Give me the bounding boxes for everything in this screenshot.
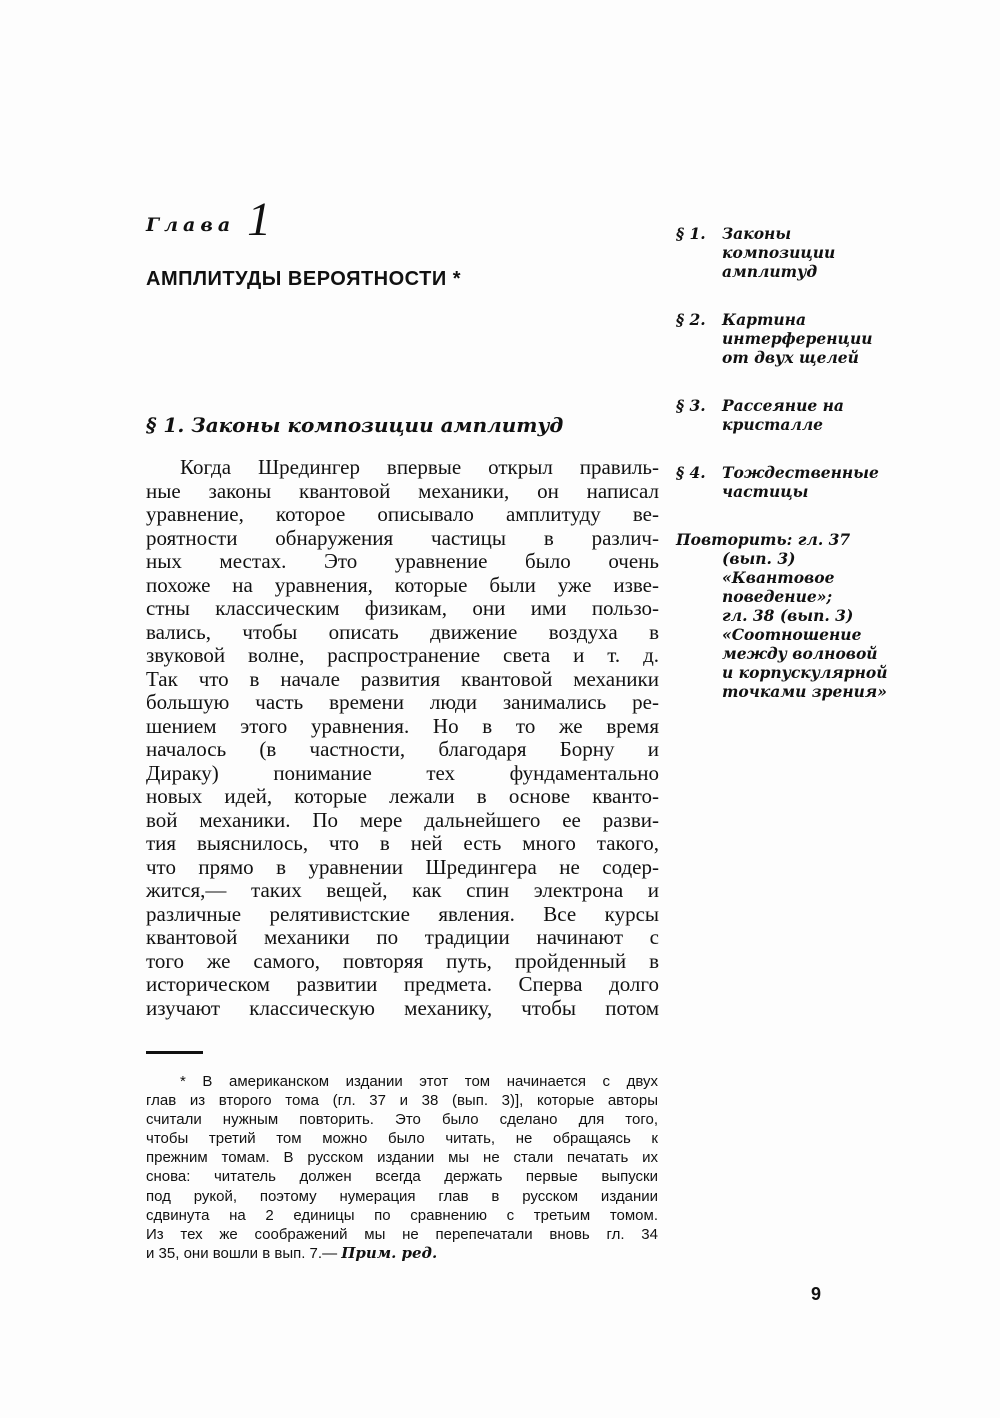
body-line: вой механики. По мере дальнейшего ее разви- — [146, 807, 659, 832]
footnote-rule — [146, 1051, 203, 1054]
see-also-line: гл. 38 (вып. 3) — [722, 606, 854, 625]
body-line: различные релятивистские явления. Все курсы — [146, 901, 659, 926]
body-line: уравнение, которое описывало амплитуду ве- — [146, 502, 659, 526]
footnote-line: глав из второго тома (гл. 37 и 38 (вып. 3)], которые авторы — [146, 1092, 658, 1110]
body-line: началось (в частности, благодаря Борну и — [146, 737, 659, 761]
body-line: жится,— таких вещей, как спин электрона и — [146, 878, 659, 902]
toc-item-number: § 1. — [676, 224, 706, 243]
body-line: новых идей, которые лежали в основе кванто- — [146, 784, 659, 808]
body-line: Так что в начале развития квантовой механики — [146, 666, 659, 691]
footnote-line: под рукой, поэтому нумерация глав в русском издании — [146, 1187, 658, 1205]
body-line: звуковой волне, распространение света и т. д. — [146, 643, 659, 667]
section-heading: § 1. Законы композиции амплитуд — [146, 413, 564, 437]
body-line: изучают классическую механику, чтобы потом — [146, 995, 659, 1020]
toc-item-line: Картина — [722, 310, 806, 329]
toc-item-line: частицы — [722, 482, 809, 501]
footnote-line — [146, 1244, 658, 1263]
toc-item-line: Рассеяние на — [722, 396, 844, 415]
editor-note: Прим. ред. — [341, 1243, 438, 1262]
page-number: 9 — [811, 1284, 822, 1304]
footnote-last-text: и 35, они вошли в вып. 7.— — [146, 1244, 338, 1262]
chapter-number: 1 — [247, 193, 272, 246]
body-line: вались, чтобы описать движение воздуха в — [146, 619, 659, 644]
see-also-line: точками зрения» — [722, 682, 887, 701]
footnote-line: снова: читатель должен всегда держать первые выпуски — [146, 1168, 658, 1186]
toc-item-line: интерференции — [722, 329, 873, 348]
see-also-lines — [676, 549, 926, 701]
body-line: тия выяснилось, что в ней есть много такого, — [146, 831, 659, 855]
see-also-block — [676, 530, 926, 701]
footnote-line: Из тех же соображений мы не перепечатали вновь гл. 34 — [146, 1225, 658, 1243]
chapter-word: Глава — [146, 214, 236, 236]
body-line: шением этого уравнения. Но в то же время — [146, 713, 659, 738]
footnote-line: сдвинута на 2 единицы по сравнению с третьим томом. — [146, 1206, 658, 1224]
toc-item-number: § 3. — [676, 396, 706, 415]
chapter-title: АМПЛИТУДЫ ВЕРОЯТНОСТИ * — [146, 268, 462, 290]
body-text — [146, 456, 659, 1020]
body-line: стны классическим физикам, они ими пользо- — [146, 596, 659, 620]
see-also-line: «Соотношение — [722, 625, 862, 644]
body-line: роятности обнаружения частицы в различ- — [146, 525, 659, 550]
toc-item-number: § 4. — [676, 463, 706, 482]
toc-item-line: Тождественные — [722, 463, 879, 482]
body-line: Дираку) понимание тех фундаментально — [146, 760, 659, 785]
see-also-line: и корпускулярной — [722, 663, 888, 682]
footnote-line: * В американском издании этот том начинается с двух — [180, 1073, 658, 1090]
body-line: того же самого, повторяя путь, пройденный в — [146, 948, 659, 973]
footnote-line: чтобы третий том можно было читать, не обращаясь к — [146, 1130, 658, 1148]
toc-item-line: амплитуд — [722, 262, 818, 281]
see-also-line: поведение»; — [722, 587, 833, 606]
footnote-line: считали нужным повторить. Это было сделано для того, — [146, 1111, 658, 1129]
body-line: что прямо в уравнении Шредингера не содер- — [146, 854, 659, 879]
see-also-line: между волновой — [722, 644, 878, 663]
toc-item-number: § 2. — [676, 310, 706, 329]
see-also-line: (вып. 3) — [722, 549, 796, 568]
toc-item-line: от двух щелей — [722, 348, 859, 367]
toc-item-line: композиции — [722, 243, 836, 262]
body-line: похоже на уравнения, которые были уже изве- — [146, 572, 659, 597]
footnote — [146, 1072, 658, 1263]
toc-item-line: Законы — [722, 224, 792, 243]
footnote-line: прежним томам. В русском издании мы не стали печатать их — [146, 1149, 658, 1167]
body-line: ных местах. Это уравнение было очень — [146, 549, 659, 573]
chapter-label — [146, 192, 271, 247]
body-line: историческом развитии предмета. Сперва долго — [146, 972, 659, 996]
see-also-label: Повторить: гл. 37 — [676, 530, 851, 549]
toc-item-line: кристалле — [722, 415, 824, 434]
body-line: ные законы квантовой механики, он написал — [146, 478, 659, 503]
body-line: квантовой механики по традиции начинают с — [146, 925, 659, 949]
body-line: Когда Шредингер впервые открыл правиль- — [180, 455, 659, 479]
body-line: большую часть времени люди занимались ре- — [146, 690, 659, 714]
see-also-line: «Квантовое — [722, 568, 835, 587]
